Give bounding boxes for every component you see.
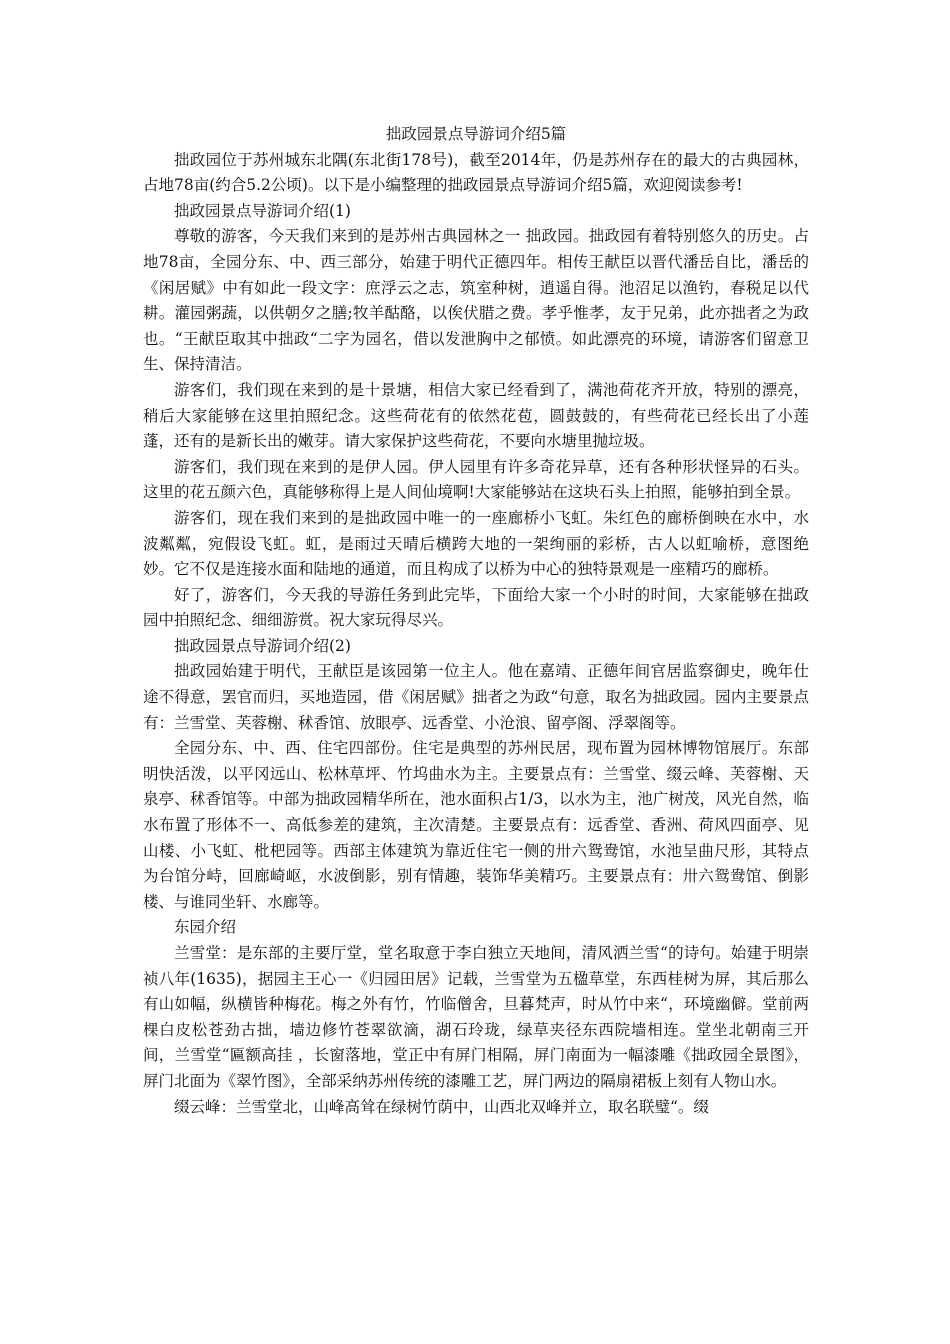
paragraph: 游客们，我们现在来到的是伊人园。伊人园里有许多奇花异草，还有各种形状怪异的石头。这里的花五颜六色，真能够称得上是人间仙境啊!大家能够站在这块石头上拍照，能够拍到全景。 xyxy=(143,457,809,502)
paragraph: 游客们，我们现在来到的是十景塘，相信大家已经看到了，满池荷花齐开放，特别的漂亮，稍后大家能够在这里拍照纪念。这些荷花有的依然花苞，圆鼓鼓的，有些荷花已经长出了小莲蓬，还有的是新长出的嫩芽。请大家保护这些荷花，不要向水塘里抛垃圾。 xyxy=(143,380,809,451)
intro-paragraph: 拙政园位于苏州城东北隅(东北街178号)，截至2014年，仍是苏州存在的最大的古典园林，占地78亩(约合5.2公顷)。以下是小编整理的拙政园景点导游词介绍5篇，欢迎阅读参考! xyxy=(143,150,809,195)
paragraph: 游客们，现在我们来到的是拙政园中唯一的一座廊桥小飞虹。朱红色的廊桥倒映在水中，水波粼粼，宛假设飞虹。虹，是雨过天晴后横跨大地的一架绚丽的彩桥，古人以虹喻桥，意图绝妙。它不仅是连接水面和陆地的通道，而且构成了以桥为中心的独特景观是一座精巧的廊桥。 xyxy=(143,508,809,579)
paragraph: 缀云峰：兰雪堂北，山峰高耸在绿树竹荫中，山西北双峰并立，取名联璧“。缀 xyxy=(174,1097,709,1116)
section-heading-2: 拙政园景点导游词介绍(2) xyxy=(174,636,351,655)
section-heading-1: 拙政园景点导游词介绍(1) xyxy=(174,201,351,220)
document-title: 拙政园景点导游词介绍5篇 xyxy=(385,125,567,143)
document-body xyxy=(143,122,809,1120)
paragraph: 好了，游客们，今天我的导游任务到此完毕，下面给大家一个小时的时间，大家能够在拙政园中拍照纪念、细细游赏。祝大家玩得尽兴。 xyxy=(143,585,809,630)
paragraph: 兰雪堂：是东部的主要厅堂，堂名取意于李白独立天地间，清风洒兰雪“的诗句。始建于明崇祯八年(1635)，据园主王心一《归园田居》记载，兰雪堂为五楹草堂，东西桂树为屏，其后那么有山如幅，纵横皆种梅花。梅之外有竹，竹临僧舍，旦暮梵声，时从竹中来“，环境幽僻。堂前两棵白皮松苍劲古拙，墙边修竹苍翠欲滴，湖石玲珑，绿草夹径东西院墙相连。堂坐北朝南三开间，兰雪堂“匾额高挂 ，长窗落地，堂正中有屏门相隔，屏门南面为一幅漆雕《拙政园全景图》，屏门北面为《翠竹图》，全部采纳苏州传统的漆雕工艺，屏门两边的隔扇裙板上刻有人物山水。 xyxy=(143,944,809,1090)
section-heading-3: 东园介绍 xyxy=(174,918,237,937)
paragraph: 全园分东、中、西、住宅四部份。住宅是典型的苏州民居，现布置为园林博物馆展厅。东部明快活泼，以平冈远山、松林草坪、竹坞曲水为主。主要景点有：兰雪堂、缀云峰、芙蓉榭、天泉亭、秫香馆等。中部为拙政园精华所在，池水面积占1/3，以水为主，池广树茂，风光自然，临水布置了形体不一、高低参差的建筑，主次清楚。主要景点有：远香堂、香洲、荷风四面亭、见山楼、小飞虹、枇杷园等。西部主体建筑为靠近住宅一侧的卅六鸳鸯馆，水池呈曲尺形，其特点为台馆分峙，回廊崎岖，水波倒影，别有情趣，装饰华美精巧。主要景点有：卅六鸳鸯馆、倒影楼、与谁同坐轩、水廊等。 xyxy=(143,739,809,911)
paragraph: 拙政园始建于明代，王献臣是该园第一位主人。他在嘉靖、正德年间官居监察御史，晚年仕途不得意，罢官而归，买地造园，借《闲居赋》拙者之为政“句意，取名为拙政园。园内主要景点有：兰雪堂、芙蓉榭、秫香馆、放眼亭、远香堂、小沧浪、留亭阁、浮翠阁等。 xyxy=(143,662,809,732)
paragraph: 尊敬的游客，今天我们来到的是苏州古典园林之一 拙政园。拙政园有着特别悠久的历史。占地78亩，全园分东、中、西三部分，始建于明代正德四年。相传王献臣以晋代潘岳自比，潘岳的《闲居赋》中有如此一段文字：庶浮云之志，筑室种树，逍遥自得。池沼足以渔钓，春税足以代耕。灌园粥蔬，以供朝夕之膳;牧羊酤酪，以俟伏腊之费。孝乎惟孝，友于兄弟，此亦拙者之为政也。“王献臣取其中拙政“二字为园名，借以发泄胸中之郁愤。如此漂亮的环境，请游客们留意卫生、保持清洁。 xyxy=(143,227,809,374)
